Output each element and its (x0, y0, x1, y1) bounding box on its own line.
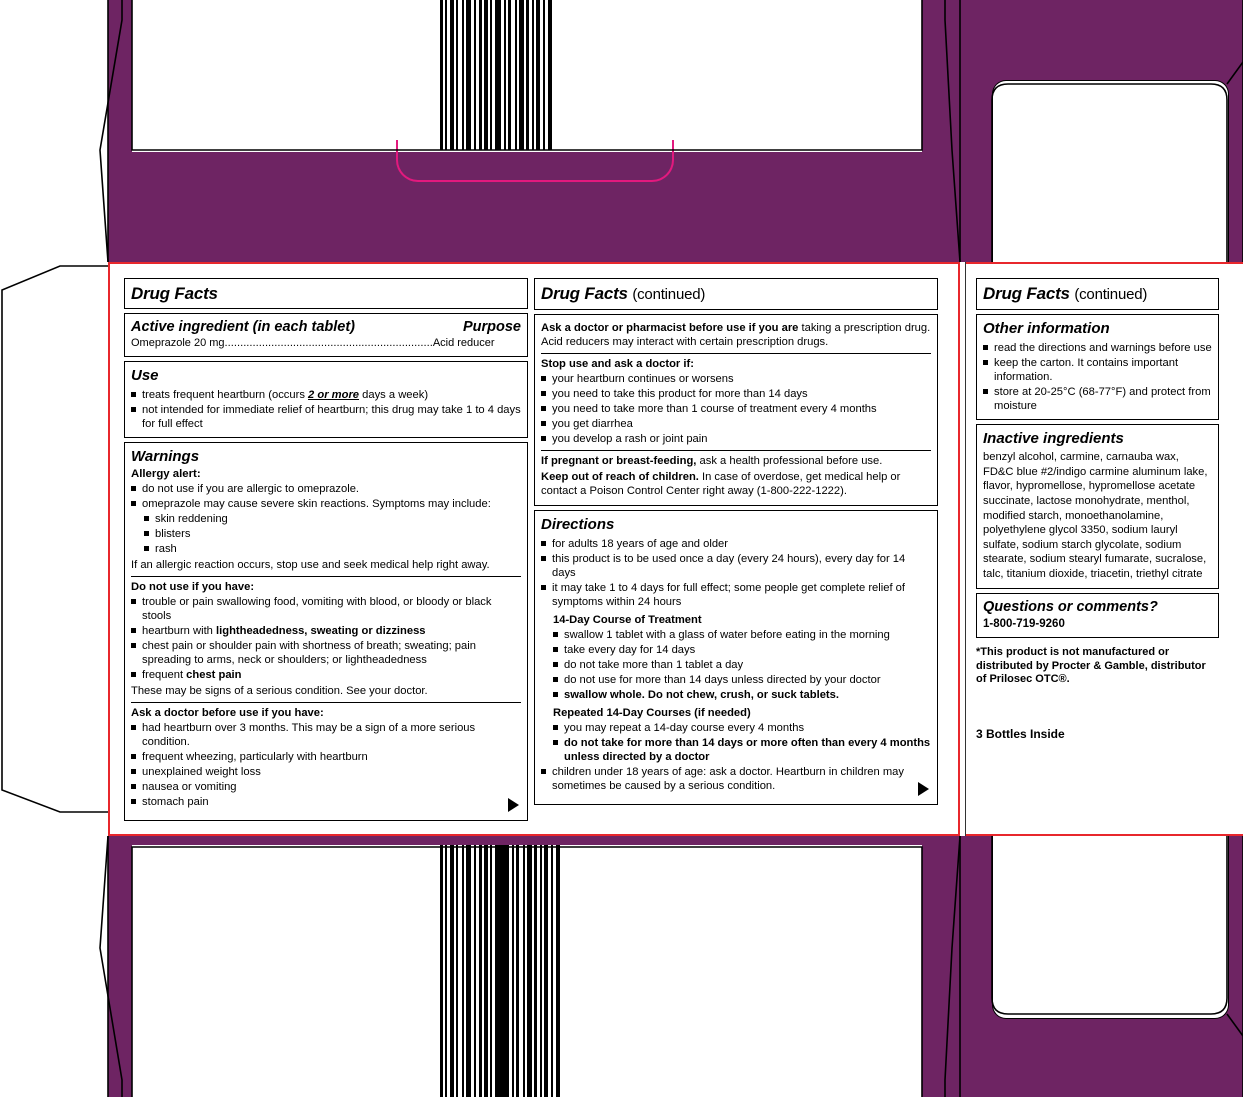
other-info-item: read the directions and warnings before use (983, 341, 1212, 355)
active-ingredient-box (124, 313, 528, 357)
other-info-item: keep the carton. It contains important information. (983, 356, 1212, 384)
pregnancy-rest: ask a health professional before use. (696, 454, 883, 467)
purpose-heading: Purpose (462, 319, 521, 336)
ask-doctor-label: Ask a doctor before use if you have: (131, 706, 324, 719)
ask-doctor-item: unexplained weight loss (131, 765, 521, 779)
drug-facts-column-middle (534, 278, 938, 809)
do-not-use-closing: These may be signs of a serious condition. See your doctor. (131, 684, 428, 697)
drug-facts-column-right (976, 278, 1219, 742)
course-item: take every day for 14 days (553, 643, 931, 657)
course-item: swallow whole. Do not chew, crush, or suck tablets. (553, 688, 931, 702)
stop-use-item: you get diarrhea (541, 417, 931, 431)
questions-phone[interactable]: 1-800-719-9260 (983, 618, 1065, 631)
do-not-use-item (131, 668, 521, 682)
keep-out-rest: In case of overdose, get medical help or contact a Poison Control Center right away (1-800-222-1222). (541, 470, 901, 497)
active-ingredient-purpose: Acid reducer (432, 337, 495, 350)
allergy-symptom: blisters (144, 527, 521, 541)
ask-pharmacist-rest: taking a prescription drug. Acid reducers may interact with certain prescription drugs. (541, 321, 931, 348)
other-information-box (976, 314, 1219, 420)
ask-pharmacist-bold: Ask a doctor or pharmacist before use if you are (541, 321, 799, 334)
other-info-item: store at 20-25°C (68-77°F) and protect from moisture (983, 385, 1212, 413)
active-ingredient-name: Omeprazole 20 mg (131, 337, 225, 350)
dnu4-pre: frequent (142, 668, 187, 681)
course-item: swallow 1 tablet with a glass of water before eating in the morning (553, 628, 931, 642)
questions-box (976, 593, 1219, 638)
drug-facts-column-left (124, 278, 528, 825)
use-item-emphasis: 2 or more (308, 388, 360, 401)
do-not-use-item: chest pain or shoulder pain with shortness of breath; sweating; pain spreading to arms, neck or shoulders; or lightheadedness (131, 639, 521, 667)
ask-doctor-item: frequent wheezing, particularly with heartburn (131, 750, 521, 764)
active-ingredient-heading: Active ingredient (in each tablet) (131, 319, 355, 336)
side-title-cont: (continued) (1074, 286, 1148, 303)
side-title-text: Drug Facts (983, 284, 1070, 303)
directions-heading: Directions (541, 515, 615, 533)
allergy-closing: If an allergic reaction occurs, stop use and seek medical help right away. (131, 558, 490, 571)
allergy-alert-label: Allergy alert: (131, 467, 201, 480)
keep-out-of-reach (541, 470, 931, 498)
inactive-ingredients-box (976, 424, 1219, 590)
children-note: children under 18 years of age: ask a doctor. Heartburn in children may sometimes be caused by a serious condition. (541, 765, 931, 793)
side-title-box (976, 278, 1219, 310)
use-item-post: days a week) (359, 388, 429, 401)
direction-item: for adults 18 years of age and older (541, 537, 931, 551)
stop-use-heading: Stop use and ask a doctor if: (541, 357, 694, 370)
do-not-use-item (131, 624, 521, 638)
dnu-pre: heartburn with (142, 624, 217, 637)
df-title-cont: (continued) (632, 286, 706, 303)
directions-box (534, 510, 938, 805)
direction-item: this product is to be used once a day (every 24 hours), every day for 14 days (541, 552, 931, 580)
uses-heading: Use (131, 367, 159, 385)
drug-facts-title: Drug Facts (131, 284, 218, 303)
repeat-item: do not take for more than 14 days or more often than every 4 months unless directed by a doctor (553, 736, 931, 764)
stop-use-item: you need to take this product for more than 14 days (541, 387, 931, 401)
side-drug-facts-title (983, 283, 1212, 305)
repeat-item: you may repeat a 14-day course every 4 months (553, 721, 931, 735)
allergy-item: omeprazole may cause severe skin reactions. Symptoms may include: (131, 497, 521, 511)
do-not-use-label: Do not use if you have: (131, 580, 255, 593)
drug-facts-continued-title (541, 283, 931, 305)
warnings-heading: Warnings (131, 447, 200, 465)
uses-box (124, 361, 528, 438)
disclaimer: *This product is not manufactured or distributed by Procter & Gamble, distributor of Prilosec OTC®. (976, 645, 1206, 686)
keep-out-bold: Keep out of reach of children. (541, 470, 699, 483)
bottles-inside-note: 3 Bottles Inside (976, 727, 1065, 742)
drug-facts-continued-title-box (534, 278, 938, 310)
questions-heading: Questions or comments? (983, 599, 1158, 616)
dnu-bold: lightheadedness, sweating or dizziness (216, 624, 426, 637)
inactive-ingredients-heading: Inactive ingredients (983, 429, 1124, 447)
dnu4-bold: chest pain (186, 668, 242, 681)
do-not-use-item: trouble or pain swallowing food, vomiting with blood, or bloody or black stools (131, 595, 521, 623)
ask-doctor-item: stomach pain (131, 795, 521, 809)
df-title-text: Drug Facts (541, 284, 628, 303)
stop-use-item: you develop a rash or joint pain (541, 432, 931, 446)
allergy-symptom: rash (144, 542, 521, 556)
continue-arrow-icon (918, 782, 929, 796)
inactive-ingredients-text: benzyl alcohol, carmine, carnauba wax, FD&C blue #2/indigo carmine aluminum lake, flavor, hypromellose, hypromellose acetate succinate, lactose monohydrate, menthol, modified starch, monoethanolamine, polyethylene glycol 3350, sodium lauryl sulfate, sodium starch glycolate, sodium stearate, sodium stearyl fumarate, sucralose, talc, titanium dioxide, triacetin, triethyl citrate (983, 451, 1208, 580)
ask-doctor-pharmacist-box (534, 314, 938, 506)
other-information-heading: Other information (983, 319, 1110, 337)
ai-dot-leader: ................................................................... (224, 337, 433, 350)
use-item (131, 388, 521, 402)
stop-use-item: you need to take more than 1 course of treatment every 4 months (541, 402, 931, 416)
drug-facts-title-box (124, 278, 528, 309)
allergy-item: do not use if you are allergic to omeprazole. (131, 482, 521, 496)
repeat-heading: Repeated 14-Day Courses (if needed) (553, 706, 751, 719)
course-item: do not use for more than 14 days unless directed by your doctor (553, 673, 931, 687)
allergy-symptom: skin reddening (144, 512, 521, 526)
course-heading: 14-Day Course of Treatment (553, 613, 702, 626)
pregnancy-warning (541, 454, 931, 468)
course-item: do not take more than 1 tablet a day (553, 658, 931, 672)
direction-item: it may take 1 to 4 days for full effect; some people get complete relief of symptoms within 24 hours (541, 581, 931, 609)
use-item: not intended for immediate relief of heartburn; this drug may take 1 to 4 days for full effect (131, 403, 521, 431)
pregnancy-bold: If pregnant or breast-feeding, (541, 454, 697, 467)
stop-use-item: your heartburn continues or worsens (541, 372, 931, 386)
ask-doctor-item: nausea or vomiting (131, 780, 521, 794)
use-item-pre: treats frequent heartburn (occurs (142, 388, 309, 401)
ask-doctor-item: had heartburn over 3 months. This may be a sign of a more serious condition. (131, 721, 521, 749)
continue-arrow-icon (508, 798, 519, 812)
warnings-box (124, 442, 528, 821)
